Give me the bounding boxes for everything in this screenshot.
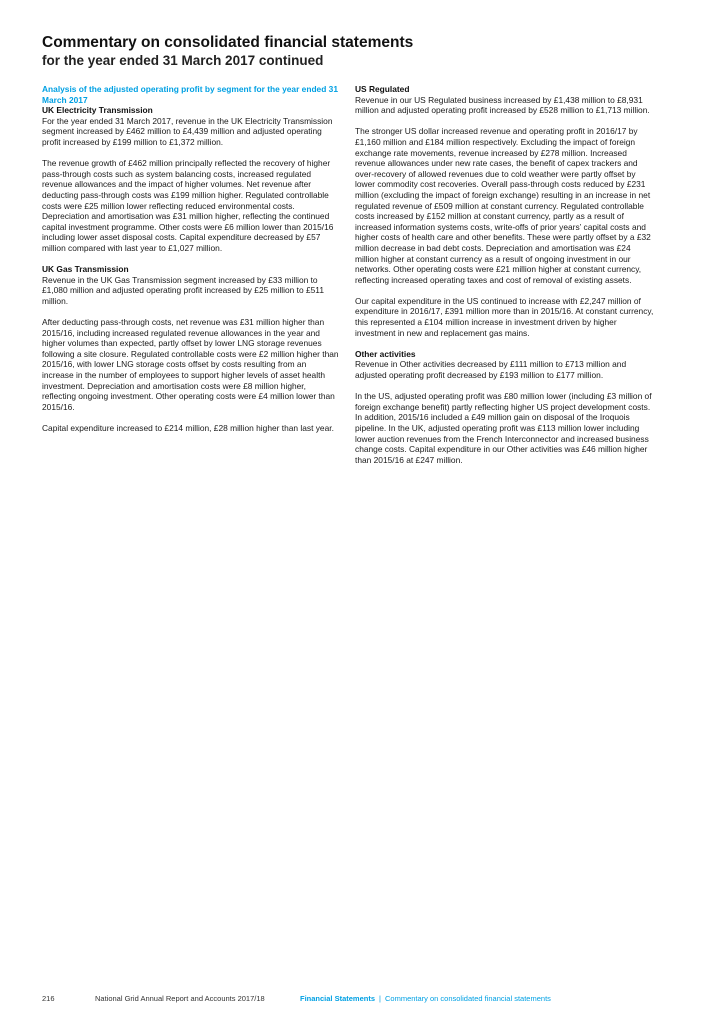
us-paragraph-3: Our capital expenditure in the US continued to increase with £2,247 million of expenditure in 2016/17, £391 million more than in 2015/16. At constant currency, this represented a £104 million increase in investment driven by higher investment in new and replacement gas mains. — [355, 295, 654, 338]
gas-heading: UK Gas Transmission — [42, 264, 129, 275]
right-column — [355, 84, 655, 476]
left-column — [42, 84, 339, 444]
electricity-heading: UK Electricity Transmission — [42, 105, 153, 116]
us-paragraph-1: Revenue in our US Regulated business increased by £1,438 million to £8,931 million and adjusted operating profit increased by £528 million to £1,713 million. — [355, 94, 650, 116]
electricity-paragraph-1: For the year ended 31 March 2017, revenue in the UK Electricity Transmission segment increased by £462 million to £4,439 million and adjusted operating profit increased by £199 million to £1,372 million. — [42, 115, 333, 147]
footer-breadcrumb-link[interactable]: Commentary on consolidated financial statements — [384, 994, 551, 1003]
other-paragraph-1: Revenue in Other activities decreased by £111 million to £713 million and adjusted operating profit decreased by £193 million to £177 million. — [355, 359, 627, 381]
page-title: Commentary on consolidated financial statements — [42, 34, 414, 51]
page-subtitle: for the year ended 31 March 2017 continued — [42, 53, 324, 68]
other-paragraph-2: In the US, adjusted operating profit was £80 million lower (including £3 million of foreign exchange benefit) partly reflecting higher US project development costs. In addition, 2015/16 included a £49 million gain on disposal of the Iroquois pipeline. In the UK, adjusted operating profit was £113 million lower including lower auction revenues from the French Interconnector and increased business change costs. Capital expenditure in our Other activities was £46 million higher than 2015/16 at £247 million. — [355, 391, 652, 465]
page-number: 216 — [42, 994, 55, 1003]
analysis-heading: Analysis of the adjusted operating profit by segment for the year ended 31 March 2017 — [42, 84, 338, 105]
us-paragraph-2: The stronger US dollar increased revenue and operating profit in 2016/17 by £1,160 million and £184 million respectively. Excluding the impact of foreign exchange rate movements, revenue increased by £278 million. Increased revenue allowances under new rate cases, the benefit of capex trackers and over-recovery of allowed revenues due to cold weather were partly offset by lower commodity cost recoveries. Overall pass-through costs reduced by £231 million (excluding the impact of foreign exchange) resulting in an increase in net regulated revenue of £509 million at constant currency. Regulated controllable costs increased by £152 million at constant currency, partly as a result of increased information systems costs, write-offs of prior years’ capital costs and higher costs of health care and other benefits. These were partly offset by a £32 million decrease in bad debt costs. Depreciation and amortisation was £24 million higher at constant currency as a result of ongoing investment in our networks. Other operating costs were £21 million higher at constant currency, reflecting increased operating taxes and cost of removal of existing assets. — [355, 126, 651, 285]
electricity-paragraph-2: The revenue growth of £462 million principally reflected the recovery of higher pass-through costs such as system balancing costs, increased regulated revenue allowances and the impact of higher volumes. Net revenue after deducting pass-through costs was £199 million higher. Regulated controllable costs were £25 million lower reflecting reduced environmental costs. Depreciation and amortisation was £31 million higher, reflecting the continued capital investment programme. Other costs were £6 million lower than 2015/16 including lower asset disposal costs. Capital expenditure decreased by £57 million compared with last year to £1,027 million. — [42, 158, 334, 253]
gas-paragraph-1: Revenue in the UK Gas Transmission segment increased by £33 million to £1,080 million and adjusted operating profit increased by £25 million to £511 million. — [42, 274, 324, 306]
page-footer — [42, 994, 551, 1003]
footer-separator: | — [379, 994, 381, 1003]
other-heading: Other activities — [355, 348, 416, 359]
footer-section-link[interactable]: Financial Statements — [300, 994, 376, 1003]
us-heading: US Regulated — [355, 84, 410, 94]
gas-paragraph-2: After deducting pass-through costs, net revenue was £31 million higher than 2015/16, including increased regulated revenue allowances in the year and higher volumes than expected, partly offset by lower LNG storage revenues following a site closure. Regulated controllable costs were £2 million higher than 2015/16, with lower LNG storage costs offset by costs resulting from an increase in the number of employees to support higher levels of asset health investment. Depreciation and amortisation costs were £8 million higher, reflecting ongoing investment. Other operating costs were £4 million lower than 2015/16. — [42, 317, 339, 412]
gas-paragraph-3: Capital expenditure increased to £214 million, £28 million higher than last year. — [42, 423, 334, 433]
report-name: National Grid Annual Report and Accounts 2017/18 — [95, 994, 265, 1003]
